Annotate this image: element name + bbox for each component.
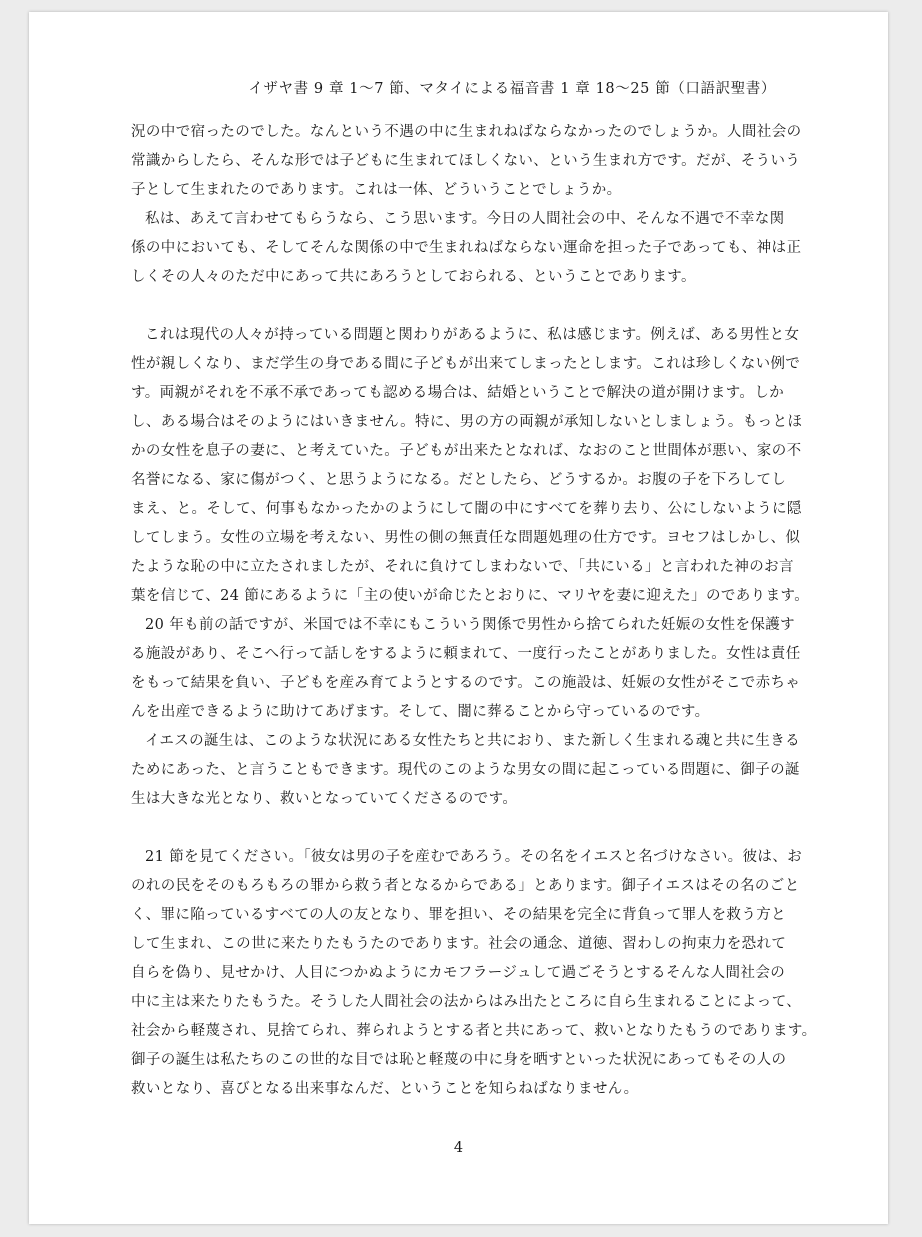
text-line: して生まれ、この世に来たりたもうたのであります。社会の通念、道徳、習わしの拘束力を恐れて xyxy=(131,936,787,952)
text-line: 子として生まれたのであります。これは一体、どういうことでしょうか。 xyxy=(131,182,622,198)
paragraph xyxy=(131,321,810,611)
page-header: イザヤ書 9 章 1〜7 節、マタイによる福音書 1 章 18〜25 節（口語訳聖書） xyxy=(248,81,776,97)
text-line: 自らを偽り、見せかけ、人目につかぬようにカモフラージュして過ごそうとするそんな人間社会の xyxy=(131,965,786,981)
text-line: のれの民をそのもろもろの罪から救う者となるからである」とあります。御子イエスはその名のごと xyxy=(131,878,800,894)
text-line: してしまう。女性の立場を考えない、男性の側の無責任な問題処理の仕方です。ヨセフはしかし、似 xyxy=(131,530,801,546)
text-line: し、ある場合はそのようにはいきません。特に、男の方の両親が承知しないとしましょう。もっとほ xyxy=(131,414,803,430)
paragraph xyxy=(131,205,802,292)
text-line: まえ、と。そして、何事もなかったかのようにして闇の中にすべてを葬り去り、公にしないように隠 xyxy=(131,501,802,517)
text-line: 私は、あえて言わせてもらうなら、こう思います。今日の人間社会の中、そんな不遇で不幸な関 xyxy=(145,211,785,227)
text-line: 20 年も前の話ですが、米国では不幸にもこういう関係で男性から捨てられた妊娠の女性を保護す xyxy=(145,617,796,633)
text-line: 救いとなり、喜びとなる出来事なんだ、ということを知らねばなりません。 xyxy=(131,1081,639,1097)
text-line: 葉を信じて、24 節にあるように「主の使いが命じたとおりに、マリヤを妻に迎えた」のであります。 xyxy=(131,588,810,604)
text-line: く、罪に陥っているすべての人の友となり、罪を担い、その結果を完全に背負って罪人を救う方と xyxy=(131,907,787,923)
body-text xyxy=(131,118,817,1104)
text-line: 社会から軽蔑され、見捨てられ、葬られようとする者と共にあって、救いとなりたもうのであります。 xyxy=(131,1023,817,1039)
text-line: る施設があり、そこへ行って話しをするように頼まれて、一度行ったことがありました。女性は責任 xyxy=(131,646,801,662)
paragraph xyxy=(131,843,817,1104)
paragraph-gap xyxy=(131,292,795,321)
text-line: これは現代の人々が持っている問題と関わりがあるように、私は感じます。例えば、ある男性と女 xyxy=(145,327,800,343)
text-line: しくその人々のただ中にあって共にあろうとしておられる、ということであります。 xyxy=(131,269,696,285)
text-line: ためにあった、と言うこともできます。現代のこのような男女の間に起こっている問題に、御子の誕 xyxy=(131,762,800,778)
text-line: 係の中においても、そしてそんな関係の中で生まれねばならない運命を担った子であっても、神は正 xyxy=(131,240,802,256)
text-line: かの女性を息子の妻に、と考えていた。子どもが出来たとなれば、なおのこと世間体が悪い、家の不 xyxy=(131,443,802,459)
text-line: たような恥の中に立たされましたが、それに負けてしまわないで、「共にいる」と言われた神のお言 xyxy=(131,559,794,575)
text-line: す。両親がそれを不承不承であっても認める場合は、結婚ということで解決の道が開けます。しか xyxy=(131,385,785,401)
text-line: んを出産できるように助けてあげます。そして、闇に葬ることから守っているのです。 xyxy=(131,704,710,720)
text-line: 生は大きな光となり、救いとなっていてくださるのです。 xyxy=(131,791,518,807)
paragraph xyxy=(131,118,802,205)
text-line: をもって結果を負い、子どもを産み育てようとするのです。この施設は、妊娠の女性がそこで赤ちゃ xyxy=(131,675,801,691)
document-page xyxy=(29,12,888,1224)
text-line: 21 節を見てください。「彼女は男の子を産むであろう。その名をイエスと名づけなさい。彼は、お xyxy=(145,849,803,865)
paragraph-gap xyxy=(131,814,795,843)
text-line: 性が親しくなり、まだ学生の身である間に子どもが出来てしまったとします。これは珍しくない例で xyxy=(131,356,801,372)
paragraph xyxy=(131,611,801,727)
text-line: 常識からしたら、そんな形では子どもに生まれてほしくない、という生まれ方です。だが、そういう xyxy=(131,153,801,169)
text-line: 御子の誕生は私たちのこの世的な目では恥と軽蔑の中に身を晒すといった状況にあってもその人の xyxy=(131,1052,787,1068)
text-line: イエスの誕生は、このような状況にある女性たちと共におり、また新しく生まれる魂と共に生きる xyxy=(145,733,801,749)
paragraph xyxy=(131,727,801,814)
text-line: 中に主は来たりたもうた。そうした人間社会の法からはみ出たところに自ら生まれることによって、 xyxy=(131,994,802,1010)
text-line: 況の中で宿ったのでした。なんという不遇の中に生まれねばならなかったのでしょうか。人間社会の xyxy=(131,124,802,140)
page-number: 4 xyxy=(453,1140,464,1156)
text-line: 名誉になる、家に傷がつく、と思うようになる。だとしたら、どうするか。お腹の子を下ろしてし xyxy=(131,472,787,488)
